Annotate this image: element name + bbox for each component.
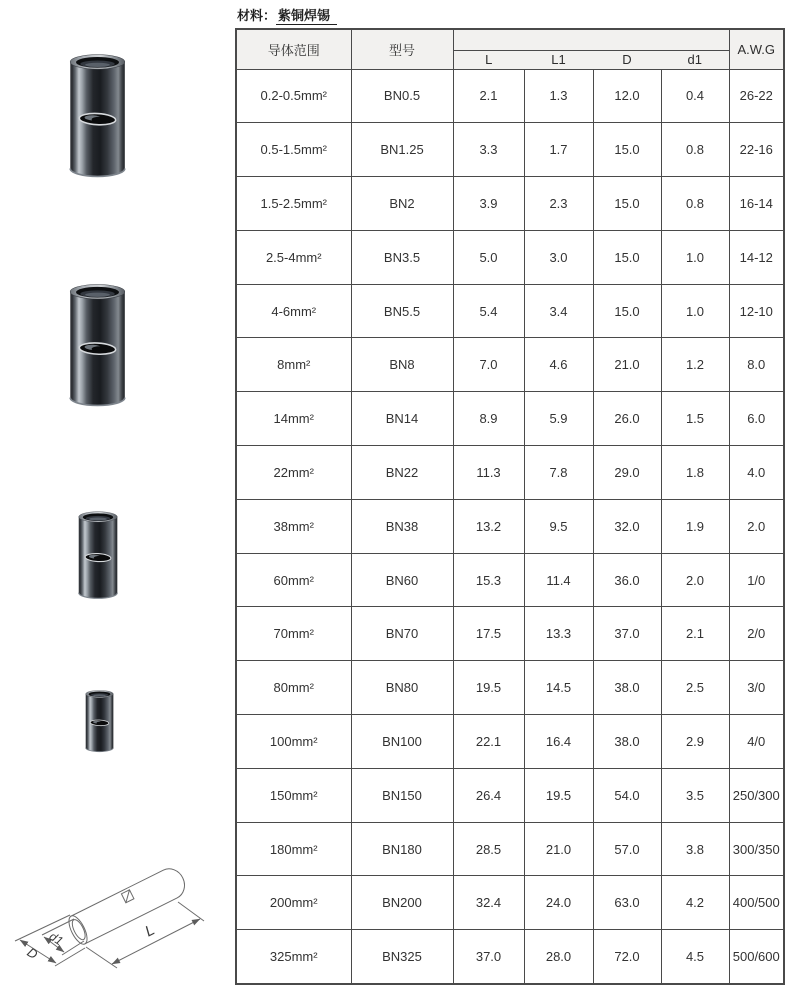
cell-l: 19.5 — [453, 661, 524, 715]
cell-awg: 1/0 — [729, 553, 784, 607]
cell-l: 13.2 — [453, 499, 524, 553]
cell-awg: 4/0 — [729, 715, 784, 769]
cell-l1: 21.0 — [524, 822, 593, 876]
cell-d1: 1.5 — [661, 392, 729, 446]
cell-awg: 250/300 — [729, 768, 784, 822]
cell-l: 3.9 — [453, 177, 524, 231]
cell-d: 15.0 — [593, 123, 661, 177]
table-row — [236, 607, 784, 661]
cell-awg: 22-16 — [729, 123, 784, 177]
cell-model: BN150 — [351, 768, 453, 822]
cell-awg: 3/0 — [729, 661, 784, 715]
table-row — [236, 822, 784, 876]
butt-connector-photo-large-2 — [65, 278, 130, 412]
cell-l1: 9.5 — [524, 499, 593, 553]
cell-d: 15.0 — [593, 177, 661, 231]
cell-awg: 6.0 — [729, 392, 784, 446]
dim-label-L: L — [142, 921, 158, 941]
dim-line-L — [112, 919, 200, 964]
cell-l: 37.0 — [453, 930, 524, 984]
cell-range: 0.2-0.5mm² — [236, 69, 351, 123]
cell-range: 14mm² — [236, 392, 351, 446]
cell-d1: 3.8 — [661, 822, 729, 876]
cell-l1: 13.3 — [524, 607, 593, 661]
cell-d: 38.0 — [593, 715, 661, 769]
cell-model: BN0.5 — [351, 69, 453, 123]
table-row — [236, 392, 784, 446]
cell-l: 7.0 — [453, 338, 524, 392]
cell-l1: 19.5 — [524, 768, 593, 822]
cell-range: 38mm² — [236, 499, 351, 553]
dim-label-D: D — [24, 944, 41, 963]
table-row — [236, 446, 784, 500]
cell-awg: 500/600 — [729, 930, 784, 984]
cell-model: BN80 — [351, 661, 453, 715]
cell-l: 8.9 — [453, 392, 524, 446]
cell-d: 36.0 — [593, 553, 661, 607]
material-label: 材料： — [237, 8, 277, 23]
cell-l1: 2.3 — [524, 177, 593, 231]
cell-model: BN38 — [351, 499, 453, 553]
cell-l: 32.4 — [453, 876, 524, 930]
cell-l1: 5.9 — [524, 392, 593, 446]
cell-range: 2.5-4mm² — [236, 230, 351, 284]
cell-l1: 28.0 — [524, 930, 593, 984]
header-model: 型号 — [351, 29, 453, 69]
cell-d: 29.0 — [593, 446, 661, 500]
table-row — [236, 876, 784, 930]
cell-l: 11.3 — [453, 446, 524, 500]
table-row — [236, 177, 784, 231]
table-row — [236, 715, 784, 769]
cell-l1: 3.0 — [524, 230, 593, 284]
cell-d1: 1.9 — [661, 499, 729, 553]
cell-l1: 24.0 — [524, 876, 593, 930]
cell-range: 200mm² — [236, 876, 351, 930]
cell-d1: 1.8 — [661, 446, 729, 500]
cell-range: 150mm² — [236, 768, 351, 822]
header-dim-D: D — [593, 50, 661, 69]
header-dimensions-group — [453, 29, 729, 50]
cell-l: 17.5 — [453, 607, 524, 661]
cell-range: 70mm² — [236, 607, 351, 661]
table-row — [236, 553, 784, 607]
butt-connector-photo-large-1 — [65, 48, 130, 183]
cell-range: 100mm² — [236, 715, 351, 769]
cell-l: 15.3 — [453, 553, 524, 607]
cell-d1: 0.8 — [661, 177, 729, 231]
cell-d: 32.0 — [593, 499, 661, 553]
cell-range: 325mm² — [236, 930, 351, 984]
cell-model: BN22 — [351, 446, 453, 500]
cell-d: 21.0 — [593, 338, 661, 392]
cell-d1: 4.5 — [661, 930, 729, 984]
cell-d: 38.0 — [593, 661, 661, 715]
cell-d: 63.0 — [593, 876, 661, 930]
cell-model: BN2 — [351, 177, 453, 231]
cell-d1: 0.8 — [661, 123, 729, 177]
cell-d1: 1.0 — [661, 230, 729, 284]
cell-awg: 8.0 — [729, 338, 784, 392]
cell-awg: 300/350 — [729, 822, 784, 876]
material-heading — [237, 5, 337, 24]
material-value: 紫铜焊锡 — [276, 8, 337, 25]
cell-model: BN60 — [351, 553, 453, 607]
cell-l1: 7.8 — [524, 446, 593, 500]
cell-range: 1.5-2.5mm² — [236, 177, 351, 231]
cell-d: 57.0 — [593, 822, 661, 876]
cell-awg: 2/0 — [729, 607, 784, 661]
cell-awg: 16-14 — [729, 177, 784, 231]
cell-range: 0.5-1.5mm² — [236, 123, 351, 177]
cell-l: 5.4 — [453, 284, 524, 338]
cell-model: BN200 — [351, 876, 453, 930]
cell-d: 12.0 — [593, 69, 661, 123]
cell-model: BN5.5 — [351, 284, 453, 338]
cell-d: 37.0 — [593, 607, 661, 661]
table-row — [236, 230, 784, 284]
cell-awg: 4.0 — [729, 446, 784, 500]
header-dim-L1: L1 — [524, 50, 593, 69]
cell-model: BN8 — [351, 338, 453, 392]
cell-l: 3.3 — [453, 123, 524, 177]
cell-range: 8mm² — [236, 338, 351, 392]
cell-l1: 1.7 — [524, 123, 593, 177]
table-row — [236, 661, 784, 715]
table-row — [236, 768, 784, 822]
cell-model: BN14 — [351, 392, 453, 446]
cell-l1: 14.5 — [524, 661, 593, 715]
cell-awg: 26-22 — [729, 69, 784, 123]
cell-l: 22.1 — [453, 715, 524, 769]
butt-connector-photo-small — [83, 687, 116, 755]
cell-d1: 2.0 — [661, 553, 729, 607]
cell-l1: 3.4 — [524, 284, 593, 338]
cell-l: 5.0 — [453, 230, 524, 284]
cell-range: 80mm² — [236, 661, 351, 715]
cell-l: 2.1 — [453, 69, 524, 123]
cell-awg: 12-10 — [729, 284, 784, 338]
cell-d1: 2.9 — [661, 715, 729, 769]
table-row — [236, 338, 784, 392]
cell-awg: 400/500 — [729, 876, 784, 930]
header-awg: A.W.G — [729, 29, 784, 69]
header-conductor-range: 导体范围 — [236, 29, 351, 69]
cell-model: BN1.25 — [351, 123, 453, 177]
table-row — [236, 123, 784, 177]
cell-l: 26.4 — [453, 768, 524, 822]
cell-l1: 11.4 — [524, 553, 593, 607]
header-dim-d1: d1 — [661, 50, 729, 69]
cell-d1: 4.2 — [661, 876, 729, 930]
cell-l1: 4.6 — [524, 338, 593, 392]
cell-d: 15.0 — [593, 230, 661, 284]
cell-l1: 1.3 — [524, 69, 593, 123]
cell-d1: 3.5 — [661, 768, 729, 822]
cell-range: 22mm² — [236, 446, 351, 500]
cell-model: BN325 — [351, 930, 453, 984]
dim-label-d1: d1 — [46, 929, 66, 949]
cell-model: BN70 — [351, 607, 453, 661]
cell-d1: 1.2 — [661, 338, 729, 392]
cell-d1: 2.1 — [661, 607, 729, 661]
table-row — [236, 284, 784, 338]
cell-model: BN180 — [351, 822, 453, 876]
cell-l1: 16.4 — [524, 715, 593, 769]
table-row — [236, 69, 784, 123]
cell-range: 4-6mm² — [236, 284, 351, 338]
spec-table — [235, 28, 785, 985]
cell-awg: 14-12 — [729, 230, 784, 284]
butt-connector-photo-medium — [75, 507, 121, 603]
cell-range: 60mm² — [236, 553, 351, 607]
cell-d1: 2.5 — [661, 661, 729, 715]
cell-d: 26.0 — [593, 392, 661, 446]
cell-d1: 1.0 — [661, 284, 729, 338]
cell-model: BN100 — [351, 715, 453, 769]
cell-range: 180mm² — [236, 822, 351, 876]
cell-d: 72.0 — [593, 930, 661, 984]
cell-d: 54.0 — [593, 768, 661, 822]
header-dim-L: L — [453, 50, 524, 69]
cell-d: 15.0 — [593, 284, 661, 338]
table-row — [236, 930, 784, 984]
cell-awg: 2.0 — [729, 499, 784, 553]
cell-model: BN3.5 — [351, 230, 453, 284]
cell-l: 28.5 — [453, 822, 524, 876]
cell-d1: 0.4 — [661, 69, 729, 123]
spec-table-body — [236, 69, 784, 984]
dimension-drawing — [0, 840, 230, 995]
table-row — [236, 499, 784, 553]
